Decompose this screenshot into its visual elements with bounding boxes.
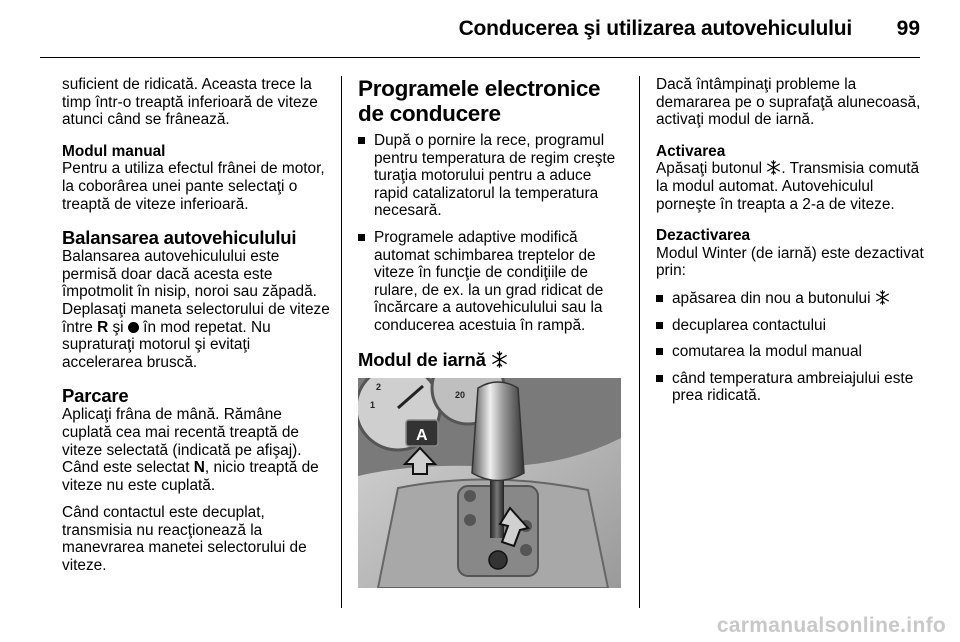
snowflake-icon	[766, 160, 781, 175]
deactivation-list	[656, 290, 926, 405]
bullet-text: apăsarea din nou a butonului	[672, 289, 871, 307]
bullet-text: când temperatura ambreiajului este prea ridicată.	[672, 369, 914, 405]
list-item	[656, 317, 926, 335]
rocking-text	[62, 248, 332, 371]
parking-text	[62, 406, 332, 494]
manual-mode-heading: Modul manual	[62, 142, 166, 160]
winter-mode-heading-text: Modul de iarnă	[358, 348, 486, 370]
gear-R: R	[97, 318, 109, 336]
winter-mode-heading	[358, 349, 628, 370]
gear-N: N	[193, 459, 205, 477]
rocking-and: şi	[112, 318, 124, 336]
gauge-tick-label: 20	[455, 390, 466, 400]
page-number: 99	[896, 17, 920, 40]
rocking-heading: Balansarea autovehiculului	[62, 227, 297, 249]
watermark: carmanualsonline.info	[716, 614, 946, 637]
bullet-text: comutarea la modul manual	[672, 343, 862, 361]
page-header	[0, 0, 960, 62]
bullet-text: Programele adaptive modifică automat schimbarea treptelor de viteze în funcţie de condiţiile de rulare, de ex. la un grad ridicat de încărcare a autovehiculului sau la conducerea acestuia în rampă.	[374, 228, 604, 334]
electronic-programs-heading: Programele electronice de conducere	[358, 76, 601, 126]
list-item	[656, 290, 926, 308]
square-bullet-icon	[656, 375, 663, 382]
activation-heading: Activarea	[656, 142, 726, 160]
rocking-text-a: Balansarea autovehiculului este permisă doar dacă acesta este împotmolit în nisip, noroi sau zăpadă. Deplasaţi maneta selectorului de viteze între	[62, 248, 330, 336]
bullet-text: După o pornire la rece, programul pentru temperatura de regim creşte turaţia motorului pentru a aduce rapid catalizatorul la temperatura necesară.	[374, 132, 616, 220]
activation-text-a: Apăsaţi butonul	[656, 160, 763, 178]
parking-text-b: , nicio treaptă de viteze nu este cuplată.	[62, 459, 319, 494]
square-bullet-icon	[656, 295, 663, 302]
programs-list	[358, 132, 628, 335]
header-title: Conducerea şi utilizarea autovehiculului	[458, 17, 852, 40]
winter-intro-text: Dacă întâmpinaţi probleme la demararea pe o suprafaţă alunecoasă, activaţi modul de iarnă.	[656, 76, 921, 129]
snowflake-icon	[491, 351, 508, 368]
bullet-text: decuplarea contactului	[672, 316, 827, 334]
rocking-text-b: în mod repetat. Nu supraturaţi motorul şi evitaţi accelerarea bruscă.	[62, 318, 271, 371]
gear-selector-illustration	[358, 378, 621, 588]
parking-text-a: Aplicaţi frâna de mână. Rămâne cuplată cea mai recentă treaptă de viteze selectată (indicată pe afişaj). Când este selectat	[62, 406, 302, 477]
snowflake-icon	[875, 290, 890, 305]
gear-knob	[472, 382, 524, 481]
square-bullet-icon	[656, 322, 663, 329]
column-3	[656, 76, 926, 414]
list-item	[358, 229, 628, 335]
list-item	[656, 343, 926, 361]
deactivation-heading: Dezactivarea	[656, 227, 751, 245]
list-item	[358, 132, 628, 220]
activation-text	[656, 160, 926, 213]
square-bullet-icon	[656, 348, 663, 355]
list-item	[656, 370, 926, 405]
manual-mode-text: Pentru a utiliza efectul frânei de motor, la coborârea unei pante selectaţi o treaptă de viteze inferioară.	[62, 160, 325, 213]
activation-text-b: . Transmisia comută la modul automat. Autovehiculul porneşte în treapta a 2-a de viteze.	[656, 160, 920, 213]
column-1	[62, 76, 332, 585]
intro-paragraph: suficient de ridicată. Aceasta trece la timp într-o treaptă inferioară de viteze atunci când se frânează.	[62, 76, 318, 129]
column-divider-1	[341, 76, 342, 608]
parking-heading: Parcare	[62, 385, 129, 407]
square-bullet-icon	[358, 137, 365, 144]
header-rule	[40, 57, 920, 58]
column-divider-2	[639, 76, 640, 608]
square-bullet-icon	[358, 234, 365, 241]
gauge-tick-label: 1	[370, 400, 376, 410]
winter-position-dot-icon	[128, 322, 139, 333]
display-letter: A	[416, 427, 428, 444]
ignition-text: Când contactul este decuplat, transmisia nu reacţionează la manevrarea manetei selectorului de viteze.	[62, 504, 307, 575]
gauge-tick-label: 2	[376, 382, 382, 392]
column-2	[358, 76, 628, 370]
deactivation-text: Modul Winter (de iarnă) este dezactivat prin:	[656, 244, 924, 280]
